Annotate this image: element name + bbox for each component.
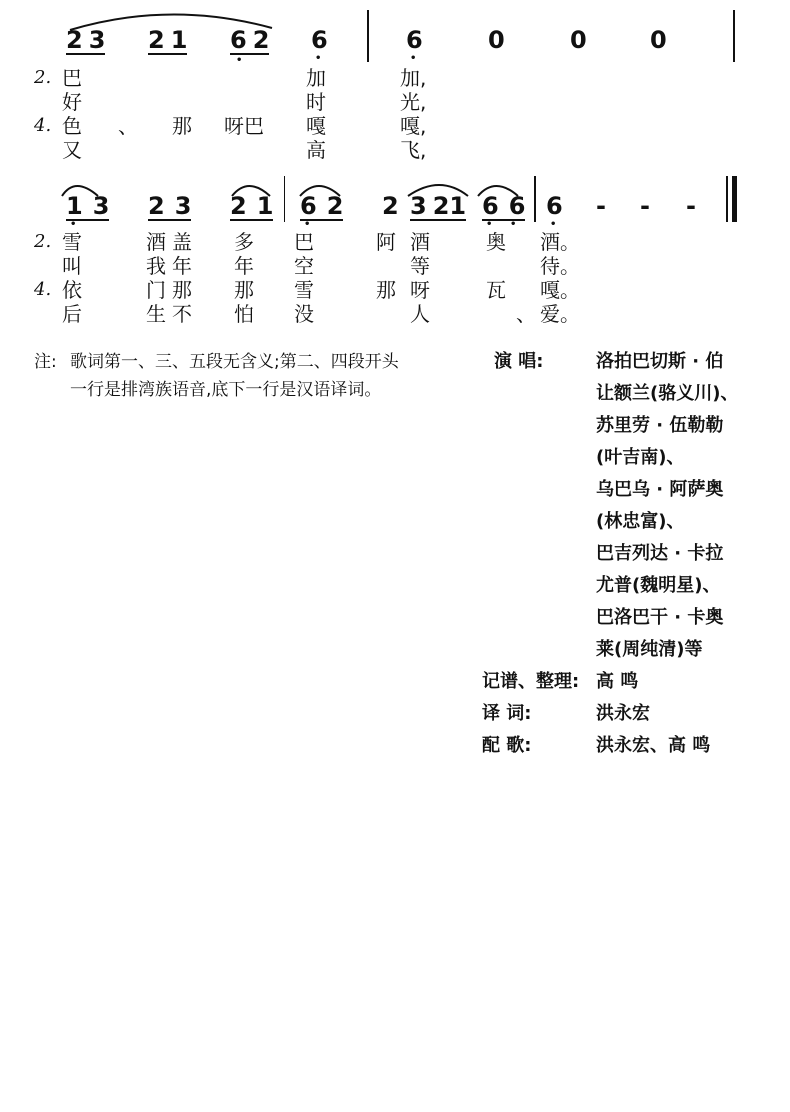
note: 2 1: [230, 192, 274, 220]
lyric: 那: [376, 278, 396, 302]
lyric: 加: [306, 66, 326, 90]
note: 2: [382, 192, 399, 220]
note: 6: [311, 26, 328, 54]
lyric: 嘎: [306, 114, 326, 138]
lyric: 飞,: [400, 138, 427, 162]
lyric: 年: [234, 254, 254, 278]
lyric: 那: [172, 278, 192, 302]
lyric: 酒: [146, 230, 166, 254]
dash: -: [686, 192, 696, 220]
lyric: 人: [410, 302, 430, 326]
lyric: 空: [294, 254, 314, 278]
lyric: 阿: [376, 230, 396, 254]
verse-number: 4.: [34, 115, 52, 136]
lyric: 、: [516, 302, 536, 326]
record-label: 记谱、整理:: [482, 671, 580, 692]
low-dot: •: [410, 53, 417, 64]
note: 0: [488, 26, 505, 54]
lyric: 那: [234, 278, 254, 302]
lyric: 生: [146, 302, 166, 326]
lyric: 、: [118, 114, 138, 138]
lyric: 呀: [410, 278, 430, 302]
lyric: 酒。: [540, 230, 580, 254]
note: 6 2: [230, 26, 270, 54]
lyric: 年: [172, 254, 192, 278]
performer-line: 尤普(魏明星)、: [596, 575, 721, 596]
lyric: 怕: [234, 302, 254, 326]
note: 6: [546, 192, 563, 220]
performer-line: 莱(周纯清)等: [596, 639, 703, 660]
lyric: 奥: [486, 230, 506, 254]
verse-number: 2.: [34, 67, 52, 88]
note: 2 3: [66, 26, 106, 54]
low-dot: •: [550, 219, 557, 230]
translate-value: 洪永宏: [596, 703, 650, 724]
footnote-line-1: 歌词第一、三、五段无含义;第二、四段开头: [70, 352, 399, 372]
low-dot: •: [304, 219, 311, 230]
note: 6 6: [482, 192, 526, 220]
performer-label: 演 唱:: [494, 351, 544, 372]
dash: -: [640, 192, 650, 220]
footnote-label: 注:: [34, 352, 57, 372]
low-dot: •: [510, 219, 517, 230]
final-barline-thick: [732, 176, 737, 222]
lyric: 门: [146, 278, 166, 302]
lyric: 酒: [410, 230, 430, 254]
performer-line: 巴洛巴干 · 卡奥: [596, 607, 724, 628]
performer-line: (叶吉南)、: [596, 447, 685, 468]
lyric: 巴: [294, 230, 314, 254]
note: 1 3: [66, 192, 110, 220]
lyric: 我: [146, 254, 166, 278]
dotted-barline: [284, 176, 285, 222]
note: 2 1: [148, 26, 188, 54]
lyric: 嘎,: [400, 114, 427, 138]
lyric: 没: [294, 302, 314, 326]
lyric: 后: [62, 302, 82, 326]
performer-line: 巴吉列达 · 卡拉: [596, 543, 724, 564]
lyric: 瓦: [486, 278, 506, 302]
barline: [367, 10, 369, 62]
lyric: 叫: [62, 254, 82, 278]
lyric: 多: [234, 230, 254, 254]
note: 2 3: [148, 192, 192, 220]
verse-number: 4.: [34, 279, 52, 300]
lyric: 又: [62, 138, 82, 162]
translate-label: 译 词:: [482, 703, 532, 724]
lyric: 不: [172, 302, 192, 326]
lyric: 巴: [62, 66, 82, 90]
note: 0: [650, 26, 667, 54]
performer-line: 乌巴乌 · 阿萨奥: [596, 479, 724, 500]
low-dot: •: [236, 55, 243, 66]
lyric: 雪: [294, 278, 314, 302]
lyric: 好: [62, 90, 82, 114]
low-dot: •: [486, 219, 493, 230]
barline: [733, 10, 735, 62]
lyric: 雪: [62, 230, 82, 254]
performer-line: 苏里劳 · 伍勒勒: [596, 415, 724, 436]
lyric: 时: [306, 90, 326, 114]
performer-line: 洛拍巴切斯 · 伯: [596, 351, 724, 372]
lyric: 高: [306, 138, 326, 162]
final-barline-thin: [726, 176, 728, 222]
lyric: 等: [410, 254, 430, 278]
note: 3 21: [410, 192, 467, 220]
lyric: 待。: [540, 254, 580, 278]
lyric: 色: [62, 114, 82, 138]
lyric: 爱。: [540, 302, 580, 326]
arrange-value: 洪永宏、高 鸣: [596, 735, 711, 756]
lyric: 盖: [172, 230, 192, 254]
low-dot: •: [70, 219, 77, 230]
lyric: 加,: [400, 66, 427, 90]
verse-number: 2.: [34, 231, 52, 252]
lyric: 呀巴: [224, 114, 264, 138]
barline: [534, 176, 536, 222]
performer-line: 让额兰(骆义川)、: [596, 383, 739, 404]
dash: -: [596, 192, 606, 220]
note: 6 2: [300, 192, 344, 220]
note: 0: [570, 26, 587, 54]
low-dot: •: [315, 53, 322, 64]
lyric: 嘎。: [540, 278, 580, 302]
lyric: 依: [62, 278, 82, 302]
lyric: 那: [172, 114, 192, 138]
note: 6: [406, 26, 423, 54]
footnote-line-2: 一行是排湾族语音,底下一行是汉语译词。: [70, 380, 382, 400]
arrange-label: 配 歌:: [482, 735, 532, 756]
record-value: 高 鸣: [596, 671, 639, 692]
lyric: 光,: [400, 90, 427, 114]
performer-line: (林忠富)、: [596, 511, 685, 532]
